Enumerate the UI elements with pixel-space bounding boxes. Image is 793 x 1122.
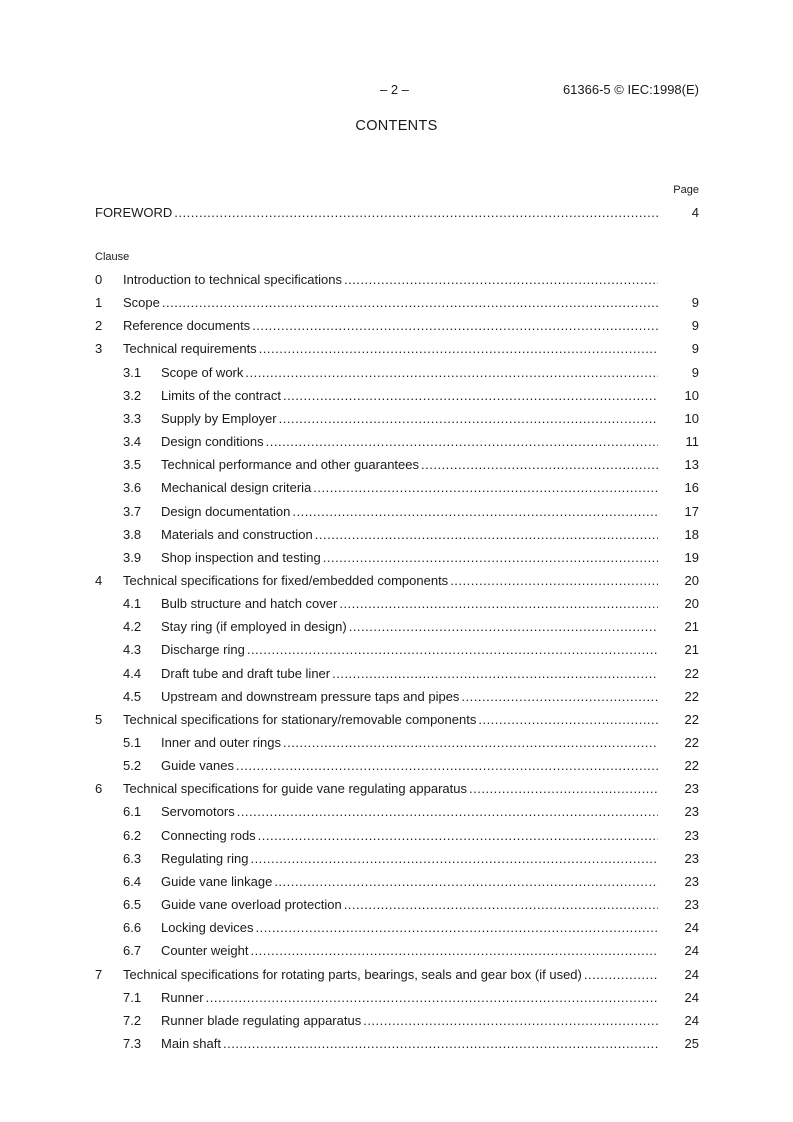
toc-entry-page: 9 (691, 364, 699, 380)
toc-entry-page: 22 (684, 688, 699, 704)
leader-dots (344, 895, 658, 915)
toc-entry-title: Technical requirements (123, 341, 257, 357)
toc-entry-title: Guide vanes (161, 758, 234, 774)
toc-entry[interactable] (95, 316, 699, 336)
leader-dots (461, 687, 658, 707)
toc-entry-number: 6.6 (123, 920, 142, 936)
toc-entry-number: 6.4 (123, 873, 142, 889)
toc-entry-number: 0 (95, 272, 103, 287)
toc-entry[interactable] (95, 525, 699, 545)
toc-entry[interactable] (95, 548, 699, 568)
leader-dots (245, 363, 658, 383)
toc-entry-title: Technical specifications for fixed/embedded components (123, 573, 449, 588)
leader-dots (292, 502, 658, 522)
toc-entry-foreword[interactable] (95, 203, 699, 223)
toc-entry[interactable] (95, 826, 699, 846)
leader-dots (450, 571, 658, 591)
toc-entry-number: 5.1 (123, 735, 142, 750)
toc-entry-page: 24 (684, 966, 699, 982)
toc-entry-title: Bulb structure and hatch cover (161, 596, 338, 612)
toc-entry-number: 7.2 (123, 1012, 142, 1028)
page-column-label: Page (673, 184, 699, 196)
toc-entry[interactable] (95, 409, 699, 429)
leader-dots (339, 594, 658, 614)
toc-entry[interactable] (95, 941, 699, 961)
toc-entry[interactable] (95, 1034, 699, 1054)
toc-entry-number: 3.2 (123, 387, 142, 403)
leader-dots (323, 548, 658, 568)
toc-entry-page: 23 (684, 850, 699, 866)
leader-dots (584, 965, 658, 985)
toc-entry-number: 3.7 (123, 503, 142, 519)
toc-entry-title: Design documentation (161, 503, 291, 519)
toc-entry-page: 10 (684, 387, 699, 403)
leader-dots (274, 872, 658, 892)
toc-entry-page: 23 (684, 804, 699, 820)
clause-column-label: Clause (95, 251, 130, 263)
toc-entry-title: Guide vane overload protection (161, 897, 342, 912)
leader-dots (315, 525, 658, 545)
toc-entry-page: 18 (684, 526, 699, 542)
toc-entry[interactable] (95, 386, 699, 406)
toc-entry-page: 10 (684, 410, 699, 426)
leader-dots (279, 409, 658, 429)
toc-entry-title: Runner (161, 989, 204, 1005)
leader-dots (252, 316, 658, 336)
toc-entry[interactable] (95, 733, 699, 753)
toc-entry-number: 4.2 (123, 619, 142, 635)
toc-entry-page: 20 (684, 596, 699, 612)
toc-entry[interactable] (95, 849, 699, 869)
toc-entry-title: Upstream and downstream pressure taps and pipes (161, 688, 460, 704)
toc-entry[interactable] (95, 802, 699, 822)
toc-entry[interactable] (95, 779, 699, 799)
toc-entry-number: 5.2 (123, 758, 142, 774)
toc-entry-number: 3.8 (123, 526, 142, 542)
toc-entry-number: 3.1 (123, 364, 142, 380)
toc-entry[interactable] (95, 571, 699, 591)
toc-entry[interactable] (95, 617, 699, 637)
toc-entry-page: 21 (684, 619, 699, 635)
toc-entry-number: 6.5 (123, 897, 142, 912)
toc-entry-title: Locking devices (161, 920, 254, 936)
toc-entry-page: 21 (684, 642, 699, 658)
toc-entry-title: Mechanical design criteria (161, 480, 312, 496)
toc-entry-number: 4 (95, 573, 103, 588)
toc-entry-number: 6.7 (123, 943, 142, 959)
toc-entry-number: 7.3 (123, 1035, 142, 1051)
toc-entry-number: 3.9 (123, 549, 142, 565)
leader-dots (237, 802, 658, 822)
toc-entry[interactable] (95, 594, 699, 614)
leader-dots (349, 617, 658, 637)
toc-entry-page: 9 (691, 341, 699, 357)
toc-entry-number: 4.5 (123, 688, 142, 704)
toc-entry-number: 3.3 (123, 410, 142, 426)
toc-entry-page: 23 (684, 781, 699, 797)
toc-entry-title: Draft tube and draft tube liner (161, 665, 331, 681)
toc-entry-number: 6.1 (123, 804, 142, 820)
toc-entry-page: 20 (684, 573, 699, 588)
toc-entry-title: Discharge ring (161, 642, 245, 658)
toc-entry-title: Main shaft (161, 1035, 221, 1051)
leader-dots (174, 203, 658, 223)
leader-dots (236, 756, 658, 776)
toc-entry[interactable] (95, 664, 699, 684)
toc-entry-number: 3 (95, 341, 103, 357)
toc-entry-title: Design conditions (161, 434, 264, 449)
toc-entry-page: 25 (684, 1035, 699, 1051)
toc-entry-title: FOREWORD (95, 205, 173, 220)
toc-entry-number: 4.1 (123, 596, 142, 612)
toc-entry[interactable] (95, 872, 699, 892)
toc-entry-page: 4 (691, 205, 699, 220)
toc-entry-title: Reference documents (123, 318, 251, 334)
toc-entry[interactable] (95, 687, 699, 707)
toc-entry-page: 17 (684, 503, 699, 519)
toc-entry[interactable] (95, 640, 699, 660)
toc-entry-title: Materials and construction (161, 526, 313, 542)
toc-entry-title: Introduction to technical specifications (123, 272, 342, 287)
toc-entry-title: Runner blade regulating apparatus (161, 1012, 362, 1028)
toc-entry-page: 23 (684, 873, 699, 889)
toc-entry-title: Scope (123, 295, 160, 311)
leader-dots (283, 386, 658, 406)
toc-entry-title: Technical performance and other guarantees (161, 457, 419, 473)
leader-dots (469, 779, 658, 799)
toc-entry-page: 22 (684, 711, 699, 727)
toc-entry-page: 19 (684, 549, 699, 565)
toc-entry-title: Guide vane linkage (161, 873, 273, 889)
toc-entry-page: 24 (684, 943, 699, 959)
toc-entry-number: 3.4 (123, 434, 142, 449)
leader-dots (478, 710, 658, 730)
toc-entry[interactable] (95, 432, 699, 452)
page-title: CONTENTS (355, 118, 438, 134)
toc-entry-number: 1 (95, 295, 103, 311)
toc-entry-number: 4.3 (123, 642, 142, 658)
toc-entry-page: 9 (691, 295, 699, 311)
leader-dots (258, 826, 658, 846)
toc-entry[interactable] (95, 478, 699, 498)
toc-entry-page: 22 (684, 758, 699, 774)
toc-entry[interactable] (95, 1011, 699, 1031)
toc-entry-number: 7 (95, 966, 103, 982)
toc-entry[interactable] (95, 270, 699, 290)
toc-entry[interactable] (95, 918, 699, 938)
toc-entry-page: 13 (684, 457, 699, 473)
toc-entry-title: Limits of the contract (161, 387, 281, 403)
leader-dots (247, 640, 658, 660)
toc-entry-page: 24 (684, 1012, 699, 1028)
toc-entry-title: Technical specifications for guide vane regulating apparatus (123, 781, 467, 797)
leader-dots (250, 941, 658, 961)
leader-dots (162, 293, 658, 313)
toc-entry-number: 3.5 (123, 457, 142, 473)
leader-dots (283, 733, 658, 753)
toc-entry[interactable] (95, 965, 699, 985)
toc-entry[interactable] (95, 293, 699, 313)
leader-dots (250, 849, 658, 869)
leader-dots (259, 339, 658, 359)
toc-entry-number: 6.2 (123, 827, 142, 843)
toc-entry-title: Servomotors (161, 804, 235, 820)
toc-entry-number: 3.6 (123, 480, 142, 496)
leader-dots (332, 664, 658, 684)
toc-entry[interactable] (95, 502, 699, 522)
toc-entry-page: 11 (685, 434, 699, 449)
leader-dots (421, 455, 658, 475)
toc-entry-page: 9 (691, 318, 699, 334)
toc-entry-title: Counter weight (161, 943, 249, 959)
toc-entry-number: 5 (95, 711, 103, 727)
toc-entry[interactable] (95, 895, 699, 915)
toc-entry-number: 6 (95, 781, 103, 797)
toc-entry[interactable] (95, 988, 699, 1008)
leader-dots (344, 270, 658, 290)
toc-entry-title: Stay ring (if employed in design) (161, 619, 347, 635)
toc-entry-title: Shop inspection and testing (161, 549, 321, 565)
toc-entry-page: 22 (684, 665, 699, 681)
toc-entry[interactable] (95, 710, 699, 730)
toc-entry-page: 24 (684, 920, 699, 936)
toc-entry-title: Regulating ring (161, 850, 249, 866)
toc-entry-page: 23 (684, 827, 699, 843)
toc-entry-title: Supply by Employer (161, 410, 277, 426)
toc-entry[interactable] (95, 339, 699, 359)
page-number: – 2 – (380, 82, 409, 97)
toc-entry-title: Scope of work (161, 364, 244, 380)
leader-dots (223, 1034, 658, 1054)
toc-entry-number: 6.3 (123, 850, 142, 866)
toc-entry-number: 4.4 (123, 665, 142, 681)
toc-entry-number: 7.1 (123, 989, 142, 1005)
toc-entry[interactable] (95, 363, 699, 383)
leader-dots (313, 478, 658, 498)
leader-dots (363, 1011, 658, 1031)
toc-entry-page: 22 (684, 735, 699, 750)
toc-entry-page: 16 (684, 480, 699, 496)
toc-entry-title: Connecting rods (161, 827, 256, 843)
leader-dots (256, 918, 659, 938)
toc-entry-title: Technical specifications for rotating parts, bearings, seals and gear box (if used) (123, 966, 582, 982)
leader-dots (266, 432, 658, 452)
document-reference: 61366-5 © IEC:1998(E) (562, 82, 699, 97)
toc-entry-number: 2 (95, 318, 103, 334)
leader-dots (206, 988, 658, 1008)
toc-entry-page: 23 (684, 897, 699, 912)
toc-entry-title: Inner and outer rings (161, 735, 281, 750)
toc-entry-title: Technical specifications for stationary/removable components (123, 711, 477, 727)
toc-entry[interactable] (95, 756, 699, 776)
toc-entry[interactable] (95, 455, 699, 475)
toc-entry-page: 24 (684, 989, 699, 1005)
